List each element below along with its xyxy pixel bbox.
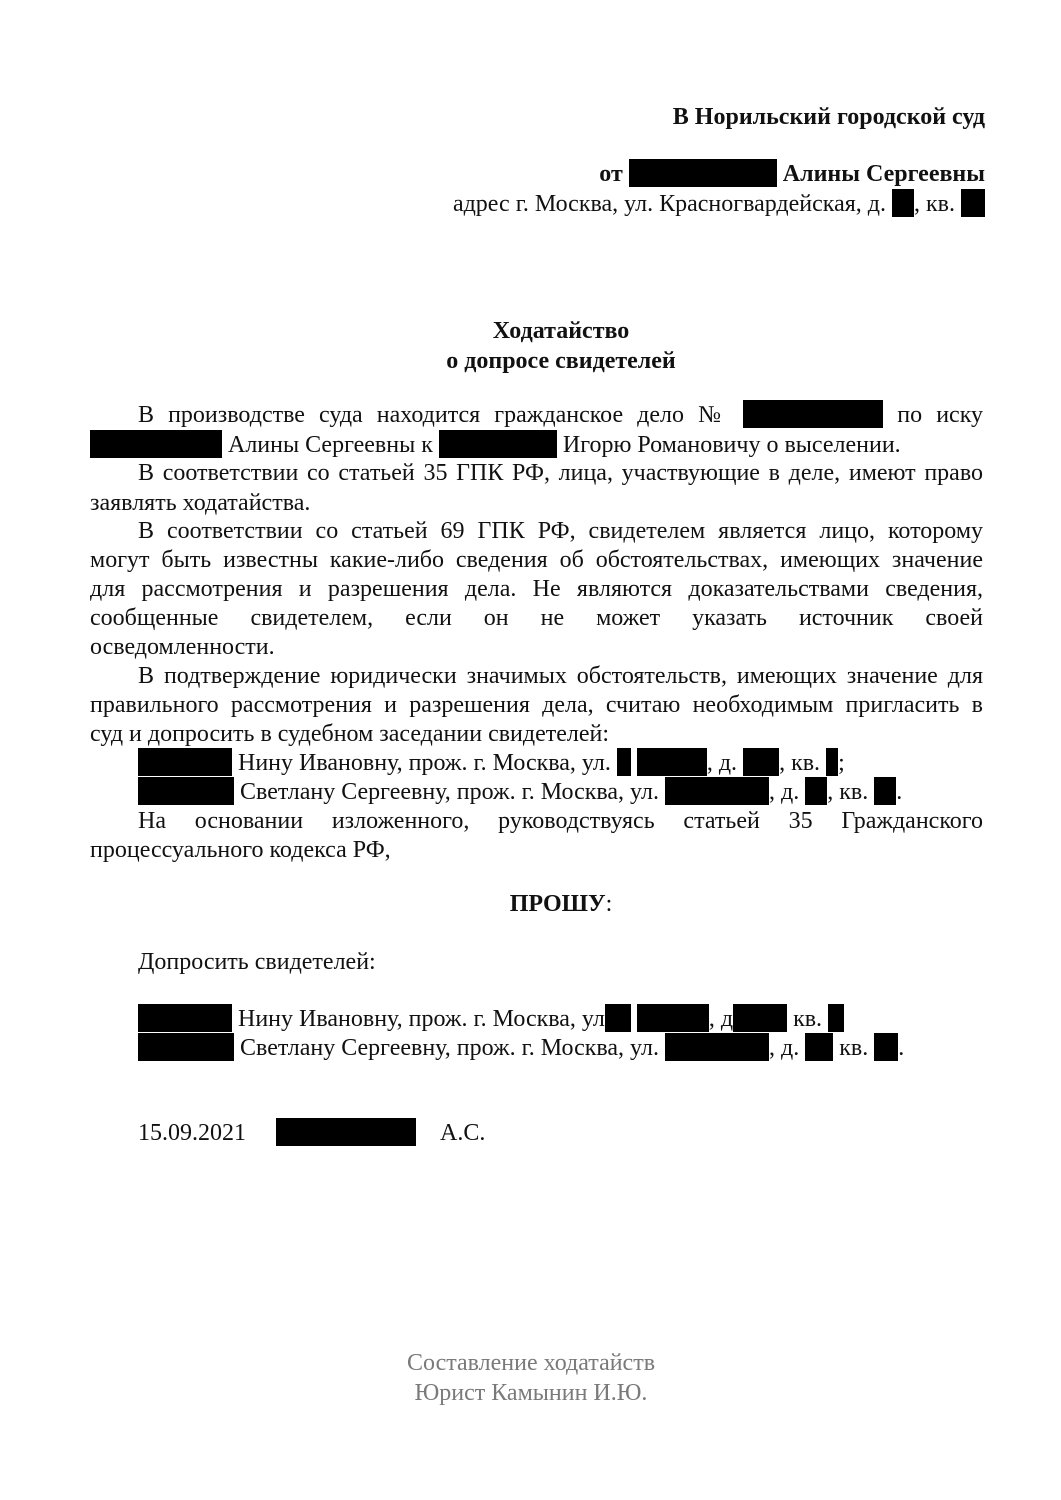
body-line: осведомленности.	[90, 634, 275, 660]
redacted-apt	[826, 748, 838, 776]
body-line: заявлять ходатайства.	[90, 490, 311, 516]
court-addressee: В Норильский городской суд	[672, 104, 985, 130]
applicant-name: Алины Сергеевны	[782, 161, 985, 187]
redacted-street	[665, 1033, 769, 1061]
redacted-apt	[961, 189, 985, 217]
body-line: На основании изложенного, руководствуясь статьей 35 Гражданского	[138, 808, 983, 834]
redacted-surname	[90, 430, 222, 458]
redacted-street	[637, 1004, 709, 1032]
footer-line-2: Юрист Камынин И.Ю.	[414, 1380, 648, 1406]
redacted-house	[805, 777, 827, 805]
applicant-line	[599, 159, 985, 189]
signature-date: 15.09.2021	[138, 1120, 246, 1146]
redacted-surname	[138, 777, 234, 805]
body-line: В подтверждение юридически значимых обстоятельств, имеющих значение для	[138, 663, 983, 689]
request-witness-1: Нину Ивановну, прож. г. Москва, ул , д кв.	[138, 1004, 844, 1034]
request-text: Допросить свидетелей:	[138, 949, 376, 975]
request-heading: ПРОШУ:	[509, 891, 613, 917]
redacted-street	[637, 748, 707, 776]
address-text: адрес г. Москва, ул. Красногвардейская, д.	[452, 191, 886, 217]
redacted-case-number	[743, 400, 883, 428]
redacted-house	[733, 1004, 787, 1032]
redacted-surname	[138, 1004, 232, 1032]
body-line: В производстве суда находится гражданское дело № по иску	[138, 402, 984, 428]
body-line: В соответствии со статьей 69 ГПК РФ, свидетелем является лицо, которому	[138, 518, 983, 544]
redacted-signature	[276, 1118, 416, 1146]
body-line: правильного рассмотрения и разрешения дела, считаю необходимым пригласить в	[90, 692, 983, 718]
body-line: суд и допросить в судебном заседании свидетелей:	[90, 721, 610, 747]
witness-1: Нину Ивановну, прож. г. Москва, ул. , д. , кв. ;	[138, 748, 845, 778]
doc-title: Ходатайство	[492, 318, 630, 344]
body-line: процессуального кодекса РФ,	[90, 837, 391, 863]
redacted-house	[805, 1033, 833, 1061]
redacted-house	[892, 189, 914, 217]
footer-line-1: Составление ходатайств	[406, 1350, 656, 1376]
redacted-apt	[874, 777, 896, 805]
request-witness-2: Светлану Сергеевну, прож. г. Москва, ул. , д. кв. .	[138, 1033, 904, 1063]
body-line: Алины Сергеевны к Игорю Романовичу о выселении.	[90, 430, 901, 460]
signature-line	[276, 1118, 416, 1148]
redacted-surname	[138, 748, 232, 776]
redacted-street	[665, 777, 769, 805]
redacted-house	[743, 748, 779, 776]
signature-initials: А.С.	[440, 1120, 486, 1146]
body-line: В соответствии со статьей 35 ГПК РФ, лица, участвующие в деле, имеют право	[138, 460, 983, 486]
body-line: могут быть известны какие-либо сведения об обстоятельствах, имеющих значение	[90, 547, 983, 573]
apt-label: , кв.	[914, 191, 955, 217]
redacted-street-type	[617, 748, 631, 776]
applicant-address	[453, 189, 985, 219]
doc-subtitle: о допросе свидетелей	[446, 348, 676, 374]
redacted-surname	[138, 1033, 234, 1061]
redacted-street-type	[605, 1004, 631, 1032]
from-prefix: от	[599, 161, 623, 187]
redacted-apt	[874, 1033, 898, 1061]
witness-2: Светлану Сергеевну, прож. г. Москва, ул. , д. , кв. .	[138, 777, 902, 807]
redacted-apt	[828, 1004, 844, 1032]
redacted-surname	[439, 430, 557, 458]
body-line: сообщенные свидетелем, если он не может указать источник своей	[90, 605, 983, 631]
redacted-surname	[629, 159, 777, 187]
body-line: для рассмотрения и разрешения дела. Не являются доказательствами сведения,	[90, 576, 983, 602]
